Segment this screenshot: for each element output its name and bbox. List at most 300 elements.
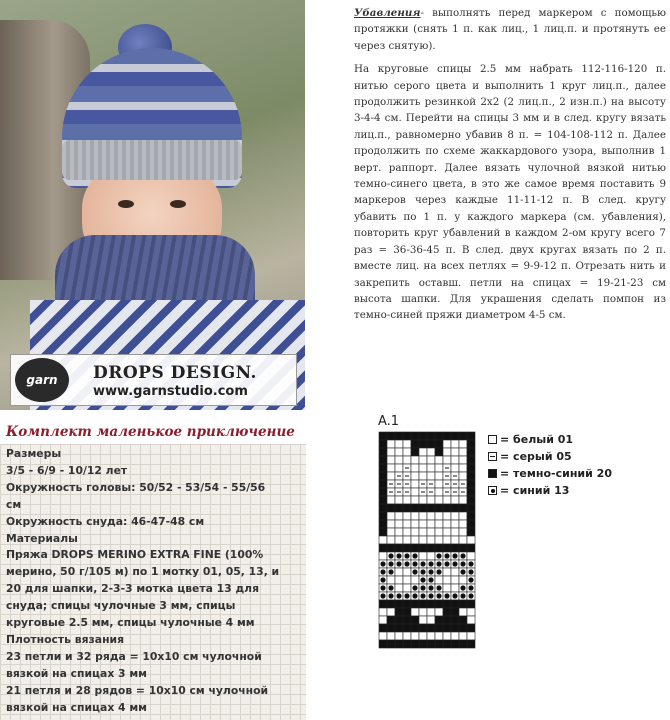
instructions-text [354,5,666,331]
chart-cell [387,512,395,520]
chart-cell-dot [428,561,433,566]
chart-cell [435,456,443,464]
chart-cell [467,536,475,544]
chart-cell [451,568,459,576]
pattern-title: Комплект маленькое приключение [6,424,295,440]
chart-cell [427,528,435,536]
chart-cell [467,472,475,480]
chart-cell [379,632,387,640]
chart-cell-dot [388,561,393,566]
chart-cell [419,432,427,440]
info-line: 20 для шапки, 2-3-3 мотка цвета 13 для [6,582,260,596]
chart-cell [387,496,395,504]
chart-cell-dot [420,585,425,590]
chart-cell [419,632,427,640]
chart-cell [395,432,403,440]
chart-cell [435,448,443,456]
info-line: вязкой на спицах 4 мм [6,700,147,714]
info-line: 3/5 - 6/9 - 10/12 лет [6,463,128,477]
chart-cell [395,520,403,528]
legend-entry [488,431,612,447]
chart-cell [403,640,411,648]
chart-cell [451,544,459,552]
chart-cell [379,544,387,552]
chart-cell [411,640,419,648]
chart-cell [443,568,451,576]
info-line: снуда; спицы чулочные 3 мм, спицы [6,599,236,613]
chart-cell [427,448,435,456]
chart-cell [387,448,395,456]
chart-cell [403,608,411,616]
chart-cell-dot [388,593,393,598]
chart-cell [387,432,395,440]
chart-cell-dot [388,569,393,574]
chart-cell [443,456,451,464]
chart-cell [467,456,475,464]
chart-cell [427,440,435,448]
chart-cell-dot [380,593,385,598]
chart-cell [387,464,395,472]
chart-cell [403,528,411,536]
chart-cell [419,640,427,648]
chart-cell [435,616,443,624]
chart-cell-dot [428,593,433,598]
chart-cell-dot [380,585,385,590]
legend-swatch-icon [488,452,497,461]
chart-cell [379,496,387,504]
chart-cell [459,528,467,536]
chart-cell [435,528,443,536]
chart-cell-dot [468,561,473,566]
chart-cell [411,520,419,528]
chart-cell [451,432,459,440]
chart-title: A.1 [378,414,400,429]
chart-cell-dot [428,585,433,590]
chart-cell [387,472,395,480]
chart-cell [427,616,435,624]
chart-cell-dot [412,585,417,590]
chart-cell [379,464,387,472]
chart-cell [411,440,419,448]
chart-cell-dot [388,585,393,590]
chart-cell [451,624,459,632]
main-instructions: На круговые спицы 2.5 мм набрать 112-116-120 п. нитью серого цвета и выполнить 1 круг лиц.п., далее продолжить резинкой 2х2 (2 лиц.п., 2 изн.п.) на высоту 3-4-4 см. Перейти на спицы 3 мм и в след. кругу вязать лиц.п., равномерно убавив 8 п. = 104-108-112 п. Далее продолжить по схеме жаккардового узора, выполнив 1 верт. раппорт. Далее вязать чулочной вязкой нитью темно-синего цвета, в это же самое время поставить 9 маркеров через каждые 11-11-12 п. В след. кругу убавить по 1 п. у каждого маркера (см. убавления), повторить круг убавлений в каждом 2-ом кругу всего 7 раз = 36-36-45 п. В след. двух кругах вязать по 2 п. вместе лиц. на всех петлях = 9-9-12 п. Отрезать нить и закрепить оставш. петли на спицах = 19-21-23 см высота шапки. Для украшения сделать помпон из темно-синей пряжи диаметром 4-5 см. [354,63,666,322]
chart-cell [467,464,475,472]
chart-cell [387,504,395,512]
chart-cell-dot [380,569,385,574]
chart-cell [427,456,435,464]
chart-cell [427,520,435,528]
chart-cell [411,528,419,536]
chart-cell [419,528,427,536]
eye-right [170,200,186,208]
chart-cell [459,520,467,528]
chart-cell [451,616,459,624]
chart-cell-dot [468,593,473,598]
chart-cell [419,608,427,616]
chart-cell [435,640,443,648]
chart-cell [411,544,419,552]
chart-cell [395,640,403,648]
chart-cell [435,432,443,440]
chart-cell [451,584,459,592]
chart-cell [435,600,443,608]
chart-cell [467,440,475,448]
chart-cell [411,488,419,496]
chart-cell [419,440,427,448]
chart-cell [403,616,411,624]
chart-cell-dot [444,561,449,566]
chart-cell [427,624,435,632]
chart-cell [451,520,459,528]
info-line: вязкой на спицах 3 мм [6,666,147,680]
chart-cell-dot [436,569,441,574]
chart-cell [443,520,451,528]
chart-cell [411,456,419,464]
info-line: Материалы [6,531,78,545]
chart-cell [411,600,419,608]
chart-cell [459,624,467,632]
chart-cell [419,464,427,472]
chart-cell [403,440,411,448]
info-line: круговые 2.5 мм, спицы чулочные 4 мм [6,616,255,630]
chart-cell [395,544,403,552]
chart-cell-dot [444,553,449,558]
chart-cell [411,448,419,456]
chart-cell [459,600,467,608]
chart-cell [395,464,403,472]
chart-cell [459,512,467,520]
chart-cell [459,472,467,480]
chart-cell [403,504,411,512]
chart-cell [427,552,435,560]
chart-cell [427,640,435,648]
chart-cell-dot [468,569,473,574]
chart-cell [459,536,467,544]
legend-entry [488,482,612,498]
chart-cell [467,632,475,640]
chart-cell [387,600,395,608]
chart-cell [467,640,475,648]
chart-cell [379,432,387,440]
chart-cell [435,512,443,520]
chart-cell [435,472,443,480]
chart-cell [379,600,387,608]
chart-cell [467,512,475,520]
chart-cell-dot [428,577,433,582]
chart-cell [379,472,387,480]
chart-cell [403,544,411,552]
chart-cell [379,512,387,520]
chart-cell [379,520,387,528]
chart-cell [427,608,435,616]
chart-cell-dot [436,553,441,558]
chart-cell [403,448,411,456]
chart-cell [459,456,467,464]
chart-cell [435,480,443,488]
hat-rib-band [62,140,242,180]
chart-cell [427,600,435,608]
chart-cell [395,568,403,576]
chart-cell [443,512,451,520]
chart-cell [435,464,443,472]
chart-cell [387,632,395,640]
chart-cell [419,448,427,456]
brand-name: DROPS DESIGN. [93,363,257,383]
drops-logo-box [10,354,297,406]
decrease-text: - выполнять перед маркером с помощью протяжки (снять 1 п. как лиц., 1 лиц.п. и протянуть ее через снятую). [354,7,666,52]
legend-swatch-icon [488,435,497,444]
chart-cell [451,440,459,448]
chart-cell [395,600,403,608]
chart-cell [411,432,419,440]
chart-cell [451,536,459,544]
chart-legend [488,431,612,499]
chart-cell [443,544,451,552]
chart-cell [427,512,435,520]
chart-cell [451,496,459,504]
chart-cell [459,464,467,472]
chart-cell-dot [396,593,401,598]
chart-cell [427,464,435,472]
chart-cell [411,632,419,640]
jacquard-chart [378,431,476,649]
chart-cell [467,480,475,488]
chart-cell [379,456,387,464]
chart-cell [427,544,435,552]
chart-cell [435,488,443,496]
chart-cell [467,608,475,616]
chart-cell [411,504,419,512]
chart-cell [451,576,459,584]
chart-cell-dot [380,577,385,582]
chart-cell-dot [420,593,425,598]
chart-cell [435,576,443,584]
chart-cell [459,496,467,504]
chart-cell [403,600,411,608]
chart-cell [403,496,411,504]
chart-cell [411,464,419,472]
legend-swatch-icon [488,486,497,495]
chart-cell [395,448,403,456]
chart-cell-dot [460,553,465,558]
chart-cell [467,552,475,560]
chart-cell [427,504,435,512]
chart-cell-dot [412,569,417,574]
chart-cell [395,632,403,640]
chart-cell [427,496,435,504]
chart-cell [403,624,411,632]
chart-cell [459,440,467,448]
chart-cell [395,584,403,592]
chart-cell-dot [388,553,393,558]
chart-cell [387,536,395,544]
chart-cell [427,472,435,480]
chart-cell [419,536,427,544]
chart-cell [443,496,451,504]
chart-cell [419,496,427,504]
chart-cell [387,616,395,624]
chart-cell [379,528,387,536]
info-line: Окружность снуда: 46-47-48 см [6,514,205,528]
chart-cell [411,480,419,488]
chart-cell-dot [460,561,465,566]
chart-cell [467,488,475,496]
chart-cell [435,536,443,544]
chart-cell [387,624,395,632]
chart-cell [379,488,387,496]
chart-cell [427,632,435,640]
chart-cell [379,448,387,456]
chart-cell [451,608,459,616]
chart-cell [419,544,427,552]
chart-cell-dot [404,593,409,598]
chart-cell [443,440,451,448]
info-line: 21 петля и 28 рядов = 10х10 см чулочной [6,683,269,697]
chart-cell [443,504,451,512]
chart-cell [403,568,411,576]
chart-cell [451,456,459,464]
chart-cell [443,608,451,616]
chart-cell [451,528,459,536]
decrease-paragraph [354,5,666,54]
chart-cell [467,624,475,632]
chart-cell [451,632,459,640]
chart-cell [403,632,411,640]
chart-cell [459,632,467,640]
chart-cell-dot [436,593,441,598]
chart-cell [459,448,467,456]
chart-cell-dot [404,561,409,566]
chart-cell [379,536,387,544]
chart-cell [435,440,443,448]
chart-cell [451,504,459,512]
chart-cell [395,456,403,464]
chart-cell [411,616,419,624]
chart-cell [395,504,403,512]
chart-cell [395,576,403,584]
chart-cell [395,624,403,632]
chart-cell [387,608,395,616]
chart-cell-dot [412,593,417,598]
info-line: см [6,497,22,511]
chart-cell [459,576,467,584]
chart-cell [435,520,443,528]
chart-cell [395,496,403,504]
info-line: Пряжа DROPS MERINO EXTRA FINE (100% [6,548,264,562]
chart-cell [379,608,387,616]
chart-cell [443,616,451,624]
chart-cell-dot [452,593,457,598]
chart-cell [443,584,451,592]
chart-cell [403,584,411,592]
chart-cell [467,520,475,528]
chart-cell [467,496,475,504]
brand-url[interactable]: www.garnstudio.com [93,384,248,399]
chart-cell [395,608,403,616]
chart-cell [403,512,411,520]
chart-cell [467,600,475,608]
chart-cell [459,640,467,648]
chart-cell [451,448,459,456]
chart-cell [467,616,475,624]
pattern-info-panel [0,444,306,720]
chart-cell [443,640,451,648]
chart-cell [435,544,443,552]
chart-cell [387,640,395,648]
chart-cell [395,616,403,624]
chart-cell [411,512,419,520]
chart-cell-dot [404,553,409,558]
info-line: Окружность головы: 50/52 - 53/54 - 55/56 [6,480,266,494]
chart-cell [387,456,395,464]
chart-cell [427,536,435,544]
chart-cell [427,432,435,440]
chart-cell [395,536,403,544]
chart-cell [403,536,411,544]
chart-cell [395,440,403,448]
chart-cell [459,608,467,616]
chart-cell-dot [420,577,425,582]
chart-cell [419,472,427,480]
chart-cell [451,640,459,648]
chart-cell [387,576,395,584]
chart-cell [379,552,387,560]
chart-cell [443,528,451,536]
chart-cell-dot [452,561,457,566]
info-line: Плотность вязания [6,632,125,646]
chart-cell [459,432,467,440]
eye-left [118,200,134,208]
legend-swatch-icon [488,469,497,478]
chart-cell [419,624,427,632]
product-photo [0,0,305,410]
chart-cell [387,520,395,528]
legend-label: = темно-синий 20 [500,466,612,480]
chart-cell [411,536,419,544]
chart-cell-dot [420,561,425,566]
chart-cell [443,600,451,608]
chart-cell-dot [412,561,417,566]
chart-cell-dot [460,593,465,598]
chart-cell [395,528,403,536]
chart-cell [467,528,475,536]
chart-cell [419,512,427,520]
chart-cell [411,624,419,632]
chart-cell-dot [428,569,433,574]
decrease-lead: Убавления [354,7,421,19]
chart-cell [379,480,387,488]
chart-cell [451,512,459,520]
info-line: мерино, 50 г/105 м) по 1 мотку 01, 05, 13, и [6,565,280,579]
chart-cell [435,496,443,504]
chart-cell [435,608,443,616]
legend-entry [488,448,612,464]
chart-cell [419,616,427,624]
chart-cell [395,512,403,520]
chart-cell [387,440,395,448]
chart-cell-dot [396,561,401,566]
chart-cell [379,440,387,448]
chart-cell [435,504,443,512]
chart-cell [379,616,387,624]
chart-cell [411,496,419,504]
chart-cell-dot [468,585,473,590]
chart-cell-dot [396,553,401,558]
garn-yarn-ball-logo: garn [15,358,69,402]
chart-cell [467,504,475,512]
chart-cell [435,624,443,632]
